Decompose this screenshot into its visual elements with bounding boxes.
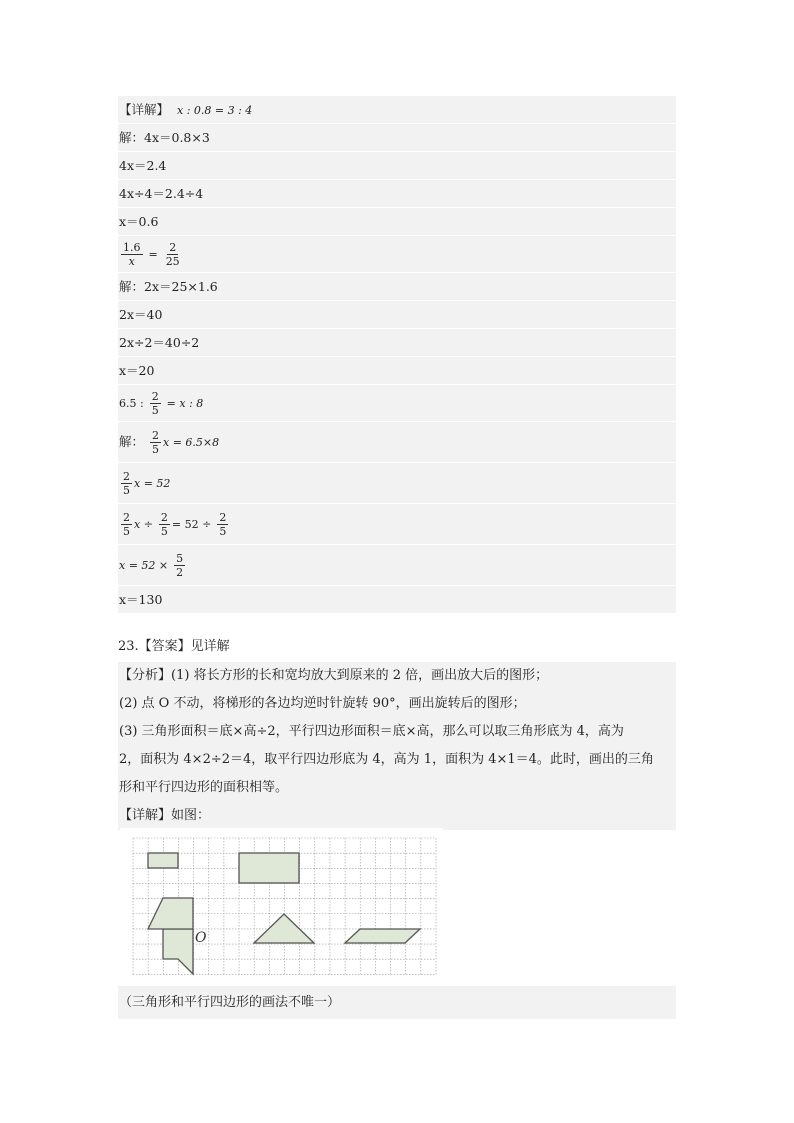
eq1-step: x＝0.6 (118, 208, 676, 236)
detail-label: 【详解】 (119, 102, 170, 117)
eq3-fraction (150, 429, 161, 456)
eq3-step3-eq: = 52 ÷ (171, 518, 212, 531)
eq3-ratio-right: = x : 8 (166, 397, 204, 410)
figure-note: （三角形和平行四边形的画法不唯一） (118, 986, 676, 1019)
fraction-numerator: 2 (219, 511, 227, 524)
eq3-step1 (118, 422, 676, 463)
q23-analysis (118, 662, 676, 830)
eq3-final: x＝130 (118, 586, 676, 614)
eq1-given: x : 0.8 = 3 : 4 (177, 104, 253, 117)
eq3-step4-pre: x = 52 × (119, 559, 169, 572)
eq3-fraction (121, 511, 132, 538)
eq3-given-line (118, 385, 676, 422)
solution-block (118, 96, 676, 614)
enlarged-rectangle (239, 853, 299, 883)
eq2-given-line (118, 236, 676, 273)
detail-line (118, 802, 676, 830)
eq3-fraction (121, 470, 132, 497)
analysis-text: (1) 将长方形的长和宽均放大到原来的 2 倍，画出放大后的图形； (171, 668, 549, 683)
fraction-denominator: 25 (165, 255, 180, 268)
eq2-step: 2x＝40 (118, 301, 676, 329)
eq2-lhs-fraction (121, 241, 143, 268)
fraction-numerator: 5 (176, 552, 184, 565)
eq3-step1-rest: x = 6.5×8 (163, 436, 220, 449)
rotated-trapezoid (163, 929, 193, 974)
point-o-label: O (195, 930, 207, 946)
analysis-line (118, 662, 676, 690)
fraction-denominator: 5 (160, 525, 168, 538)
eq3-fraction (159, 511, 170, 538)
fraction-numerator: 2 (151, 390, 159, 403)
eq3-step4-fraction (174, 552, 185, 579)
eq1-step: 解：4x＝0.8×3 (118, 124, 676, 152)
triangle (254, 914, 314, 943)
eq3-ratio-left: 6.5 : (119, 397, 144, 410)
fraction-denominator: 5 (123, 484, 130, 497)
analysis-label: 【分析】 (119, 668, 172, 683)
fraction-numerator: 2 (123, 511, 130, 524)
analysis-line: (3) 三角形面积＝底×高÷2，平行四边形面积＝底×高，那么可以取三角形底为 4，高为 (119, 724, 624, 739)
analysis-line: 形和平行四边形的面积相等。 (119, 780, 289, 795)
solve-prefix: 解： (119, 434, 145, 449)
fraction-denominator: 5 (123, 525, 130, 538)
eq3-step2-rest: x = 52 (134, 477, 171, 490)
fraction-numerator: 2 (169, 241, 177, 254)
eq1-step: 4x÷4＝2.4÷4 (118, 180, 676, 208)
parallelogram (345, 929, 420, 943)
eq3-fraction (217, 511, 228, 538)
fraction-numerator: 2 (123, 470, 130, 483)
eq3-fraction (150, 390, 161, 417)
q23-answer: 23.【答案】见详解 (118, 639, 230, 654)
equals-sign: = (148, 248, 158, 261)
analysis-line: (2) 点 O 不动，将梯形的各边均逆时针旋转 90°，画出旋转后的图形； (119, 696, 526, 711)
fraction-denominator: x (128, 255, 135, 268)
fraction-denominator: 5 (151, 404, 159, 417)
fraction-numerator: 2 (152, 429, 159, 442)
eq3-step2 (118, 463, 676, 504)
grid-figure (120, 828, 443, 983)
detail-text: 【详解】如图： (119, 808, 211, 823)
eq2-step: 解：2x＝25×1.6 (118, 273, 676, 301)
eq1-step: 4x＝2.4 (118, 152, 676, 180)
original-rectangle (148, 853, 178, 868)
eq2-step: x＝20 (118, 357, 676, 385)
eq2-step: 2x÷2＝40÷2 (118, 329, 676, 357)
fraction-numerator: 2 (160, 511, 168, 524)
fraction-denominator: 2 (176, 566, 184, 579)
fraction-denominator: 5 (219, 525, 227, 538)
eq3-step3-mid: x ÷ (134, 518, 153, 531)
grid-figure-svg (120, 828, 443, 983)
eq1-given-line (118, 96, 676, 124)
fraction-numerator: 1.6 (123, 241, 141, 254)
eq3-step4 (118, 545, 676, 586)
fraction-denominator: 5 (152, 443, 159, 456)
analysis-line: 2，面积为 4×2÷2＝4，取平行四边形底为 4，高为 1，面积为 4×1＝4。此时，画出的三角 (119, 752, 654, 767)
eq3-step3 (118, 504, 676, 545)
eq2-rhs-fraction (164, 241, 182, 268)
